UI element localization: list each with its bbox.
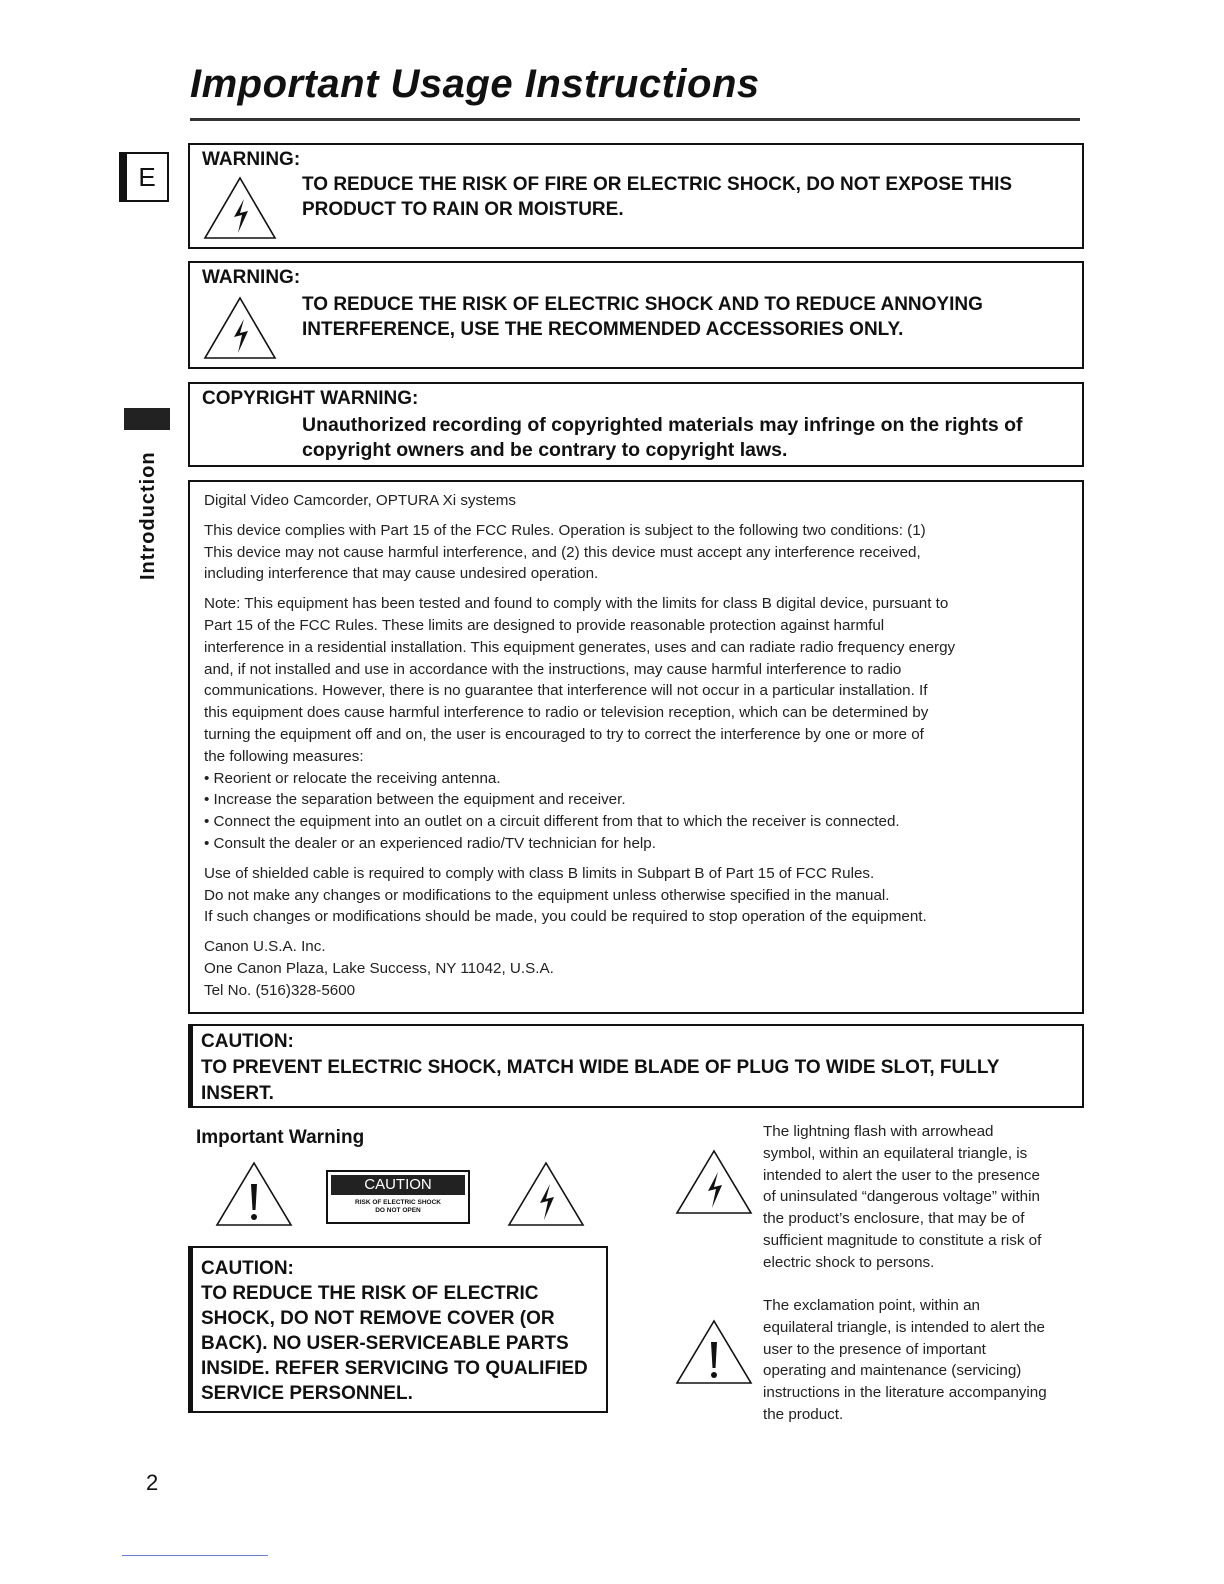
measure-item: • Consult the dealer or an experienced radio/TV technician for help. [204, 834, 656, 852]
page-title: Important Usage Instructions [190, 62, 760, 106]
fcc-note-line: this equipment does cause harmful interference to radio or television reception, which can be determined by [204, 704, 929, 722]
fcc-compliance-line: This device may not cause harmful interference, and (2) this device must accept any interference received, [204, 543, 921, 561]
description-line: The lightning flash with arrowhead [763, 1123, 994, 1140]
caution-line: TO REDUCE THE RISK OF ELECTRIC [201, 1283, 539, 1304]
description-line: user to the presence of important [763, 1340, 986, 1358]
language-tab: E [125, 152, 169, 202]
copyright-line-2: copyright owners and be contrary to copyright laws. [302, 439, 788, 461]
caution-line: SERVICE PERSONNEL. [201, 1383, 413, 1404]
exclamation-symbol-icon [674, 1318, 754, 1386]
description-line: equilateral triangle, is intended to alert the [763, 1318, 1045, 1336]
caution-heading: CAUTION: [201, 1258, 294, 1279]
product-name: Digital Video Camcorder, OPTURA Xi systems [204, 492, 517, 509]
warning-line-2: INTERFERENCE, USE THE RECOMMENDED ACCESSORIES ONLY. [302, 319, 904, 340]
warning-heading: WARNING: [202, 267, 301, 288]
description-line: operating and maintenance (servicing) [763, 1362, 1022, 1380]
exclamation-warning-icon [214, 1160, 294, 1228]
caution-cover-box [188, 1246, 608, 1413]
caution-line: BACK). NO USER-SERVICEABLE PARTS [201, 1333, 569, 1354]
description-line: electric shock to persons. [763, 1253, 935, 1271]
lightning-warning-icon [202, 175, 278, 241]
warning-box-fire [188, 143, 1084, 249]
description-line: instructions in the literature accompanying [763, 1384, 1047, 1402]
caution-line-1: TO PREVENT ELECTRIC SHOCK, MATCH WIDE BLADE OF PLUG TO WIDE SLOT, FULLY [201, 1057, 1000, 1078]
lightning-symbol-description [763, 1121, 1093, 1274]
address-line: One Canon Plaza, Lake Success, NY 11042, U.S.A. [204, 959, 554, 977]
shielded-cable-line: Do not make any changes or modifications to the equipment unless otherwise specified in the manual. [204, 886, 890, 904]
fcc-note-line: the following measures: [204, 747, 364, 765]
fcc-note-line: turning the equipment off and on, the user is encouraged to try to correct the interference by one or more of [204, 725, 924, 743]
lightning-warning-icon [202, 295, 278, 361]
measure-item: • Connect the equipment into an outlet on a circuit different from that to which the receiver is connected. [204, 813, 900, 831]
important-warning-heading: Important Warning [196, 1127, 365, 1148]
lightning-symbol-icon [674, 1148, 754, 1216]
copyright-heading: COPYRIGHT WARNING: [202, 388, 419, 409]
description-line: the product’s enclosure, that may be of [763, 1210, 1025, 1228]
page-number: 2 [146, 1470, 159, 1495]
fcc-compliance-line: including interference that may cause undesired operation. [204, 565, 599, 583]
description-line: The exclamation point, within an [763, 1297, 980, 1314]
caution-label-line: RISK OF ELECTRIC SHOCK [355, 1199, 441, 1206]
caution-label-graphic [326, 1170, 470, 1224]
warning-line-1: TO REDUCE THE RISK OF FIRE OR ELECTRIC SHOCK, DO NOT EXPOSE THIS [302, 174, 1013, 195]
shielded-cable-line: Use of shielded cable is required to comply with class B limits in Subpart B of Part 15 of FCC Rules. [204, 864, 875, 882]
caution-label-line: DO NOT OPEN [375, 1207, 421, 1214]
caution-plug-box [188, 1024, 1084, 1108]
copyright-line-1: Unauthorized recording of copyrighted materials may infringe on the rights of [302, 414, 1023, 436]
description-line: intended to alert the user to the presence [763, 1166, 1040, 1184]
shielded-cable-line: If such changes or modifications should be made, you could be required to stop operation of the equipment. [204, 908, 927, 926]
fcc-note-line: Note: This equipment has been tested and found to comply with the limits for class B digital device, pursuant to [204, 595, 949, 613]
caution-label-title: CAUTION [331, 1175, 465, 1195]
copyright-warning-box [188, 382, 1084, 467]
warning-line-1: TO REDUCE THE RISK OF ELECTRIC SHOCK AND TO REDUCE ANNOYING [302, 294, 983, 315]
warning-heading: WARNING: [202, 149, 301, 170]
address-line: Canon U.S.A. Inc. [204, 938, 326, 956]
caution-line-2: INSERT. [201, 1083, 274, 1104]
caution-line: INSIDE. REFER SERVICING TO QUALIFIED [201, 1358, 588, 1379]
section-label: Introduction [137, 451, 159, 580]
caution-line: SHOCK, DO NOT REMOVE COVER (OR [201, 1308, 555, 1329]
fcc-note-line: and, if not installed and use in accordance with the instructions, may cause harmful interference to radio [204, 660, 902, 678]
section-marker [124, 408, 170, 430]
measure-item: • Increase the separation between the equipment and receiver. [204, 791, 626, 809]
exclamation-symbol-description [763, 1295, 1093, 1426]
lightning-warning-icon [506, 1160, 586, 1228]
fcc-note-line: communications. However, there is no guarantee that interference will not occur in a particular installation. If [204, 682, 928, 700]
fcc-note-line: interference in a residential installation. This equipment generates, uses and can radiate radio frequency energy [204, 638, 956, 656]
description-line: of uninsulated “dangerous voltage” within [763, 1188, 1040, 1206]
title-rule [190, 118, 1080, 121]
description-line: symbol, within an equilateral triangle, is [763, 1144, 1028, 1162]
measure-item: • Reorient or relocate the receiving antenna. [204, 769, 501, 787]
address-line: Tel No. (516)328-5600 [204, 981, 356, 999]
fcc-statement-box [188, 480, 1084, 1014]
fcc-note-line: Part 15 of the FCC Rules. These limits are designed to provide reasonable protection against harmful [204, 616, 885, 634]
description-line: the product. [763, 1405, 844, 1423]
warning-line-2: PRODUCT TO RAIN OR MOISTURE. [302, 199, 624, 220]
caution-heading: CAUTION: [201, 1031, 294, 1052]
description-line: sufficient magnitude to constitute a risk of [763, 1231, 1042, 1249]
warning-box-accessories [188, 261, 1084, 369]
footer-line [122, 1555, 268, 1556]
fcc-compliance-line: This device complies with Part 15 of the FCC Rules. Operation is subject to the following two conditions: (1) [204, 521, 926, 539]
